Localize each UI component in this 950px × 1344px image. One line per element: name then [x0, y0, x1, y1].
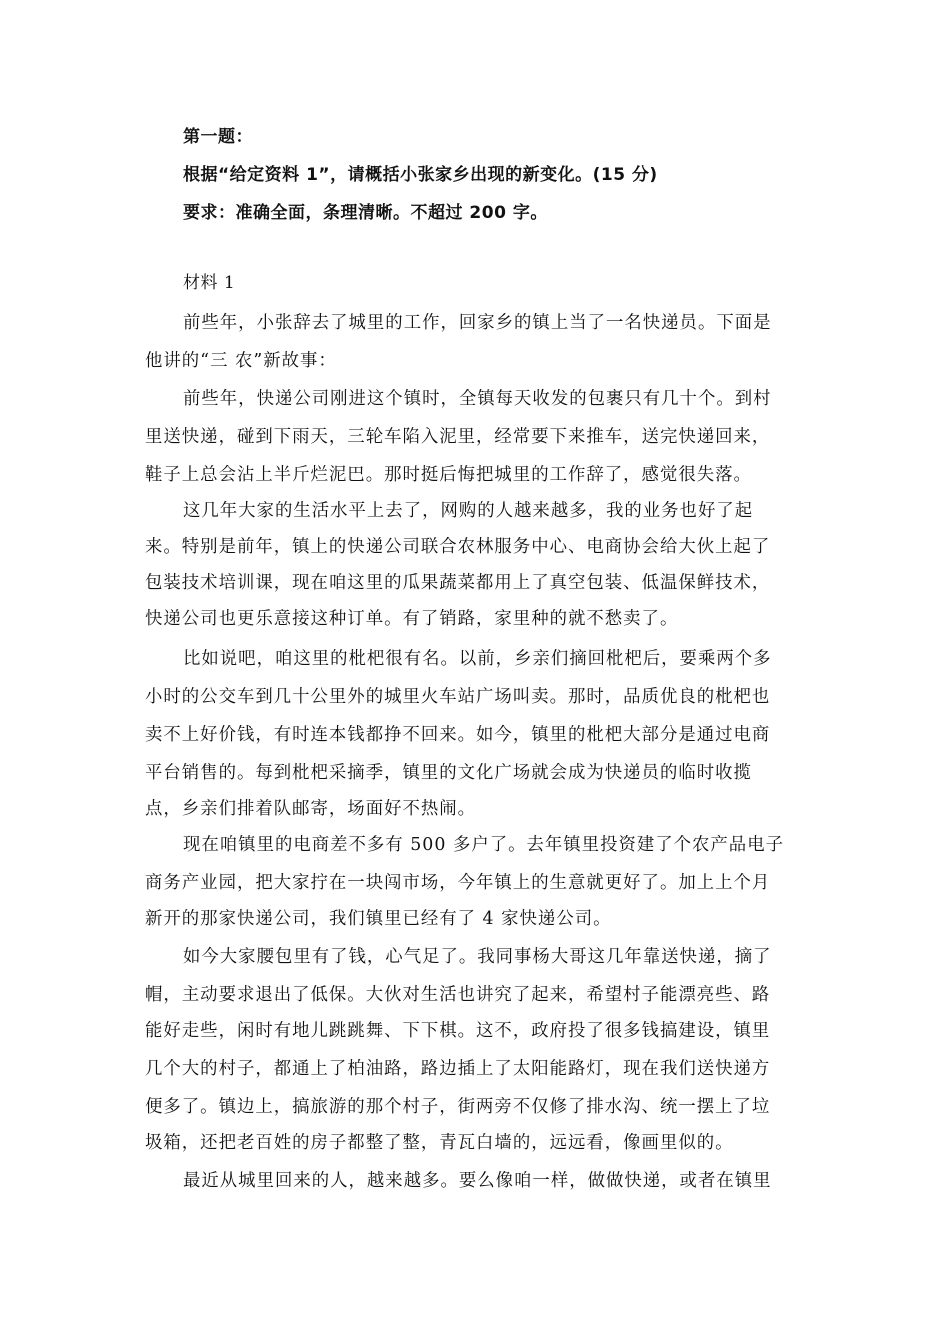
paragraph-line: 最近从城里回来的人，越来越多。要么像咱一样，做做快递，或者在镇里	[183, 1171, 772, 1191]
paragraph-line: 平台销售的。每到枇杷采摘季，镇里的文化广场就会成为快递员的临时收揽	[145, 763, 752, 783]
paragraph-line: 商务产业园，把大家拧在一块闯市场，今年镇上的生意就更好了。加上上个月	[145, 873, 771, 893]
paragraph-line: 卖不上好价钱，有时连本钱都挣不回来。如今，镇里的枇杷大部分是通过电商	[145, 725, 771, 745]
paragraph-line: 新开的那家快递公司，我们镇里已经有了 4 家快递公司。	[145, 909, 612, 929]
paragraph-line: 点，乡亲们排着队邮寄，场面好不热闹。	[145, 799, 477, 819]
question-requirement: 要求：准确全面，条理清晰。不超过 200 字。	[183, 203, 548, 223]
paragraph-line: 圾箱，还把老百姓的房子都整了整，青瓦白墙的，远远看，像画里似的。	[145, 1133, 734, 1153]
paragraph-line: 现在咱镇里的电商差不多有 500 多户了。去年镇里投资建了个农产品电子	[183, 835, 784, 855]
paragraph-line: 这几年大家的生活水平上去了，网购的人越来越多，我的业务也好了起	[183, 501, 754, 521]
question-prompt: 根据“给定资料 1”，请概括小张家乡出现的新变化。(15 分)	[183, 165, 658, 185]
paragraph-line: 便多了。镇边上，搞旅游的那个村子，街两旁不仅修了排水沟、统一摆上了垃	[145, 1097, 771, 1117]
paragraph-line: 来。特别是前年，镇上的快递公司联合农林服务中心、电商协会给大伙上起了	[145, 537, 771, 557]
paragraph-line: 能好走些，闲时有地儿跳跳舞、下下棋。这不，政府投了很多钱搞建设，镇里	[145, 1021, 771, 1041]
paragraph-line: 包装技术培训课，现在咱这里的瓜果蔬菜都用上了真空包装、低温保鲜技术，	[145, 573, 771, 593]
question-number: 第一题：	[183, 127, 253, 147]
paragraph-line: 如今大家腰包里有了钱，心气足了。我同事杨大哥这几年靠送快递，摘了	[183, 947, 772, 967]
paragraph-line: 里送快递，碰到下雨天，三轮车陷入泥里，经常要下来推车，送完快递回来，	[145, 427, 771, 447]
paragraph-line: 前些年，快递公司刚进这个镇时，全镇每天收发的包裹只有几十个。到村	[183, 389, 772, 409]
paragraph-line: 快递公司也更乐意接这种订单。有了销路，家里种的就不愁卖了。	[145, 609, 679, 629]
paragraph-line: 几个大的村子，都通上了柏油路，路边插上了太阳能路灯，现在我们送快递方	[145, 1059, 771, 1079]
paragraph-line: 帽，主动要求退出了低保。大伙对生活也讲究了起来，希望村子能漂亮些、路	[145, 985, 771, 1005]
material-title: 材料 1	[183, 273, 236, 293]
paragraph-line: 前些年，小张辞去了城里的工作，回家乡的镇上当了一名快递员。下面是	[183, 313, 772, 333]
paragraph-line: 鞋子上总会沾上半斤烂泥巴。那时挺后悔把城里的工作辞了，感觉很失落。	[145, 465, 752, 485]
paragraph-line: 他讲的“三 农”新故事：	[145, 351, 337, 371]
paragraph-line: 小时的公交车到几十公里外的城里火车站广场叫卖。那时，品质优良的枇杷也	[145, 687, 771, 707]
paragraph-line: 比如说吧，咱这里的枇杷很有名。以前，乡亲们摘回枇杷后，要乘两个多	[183, 649, 772, 669]
